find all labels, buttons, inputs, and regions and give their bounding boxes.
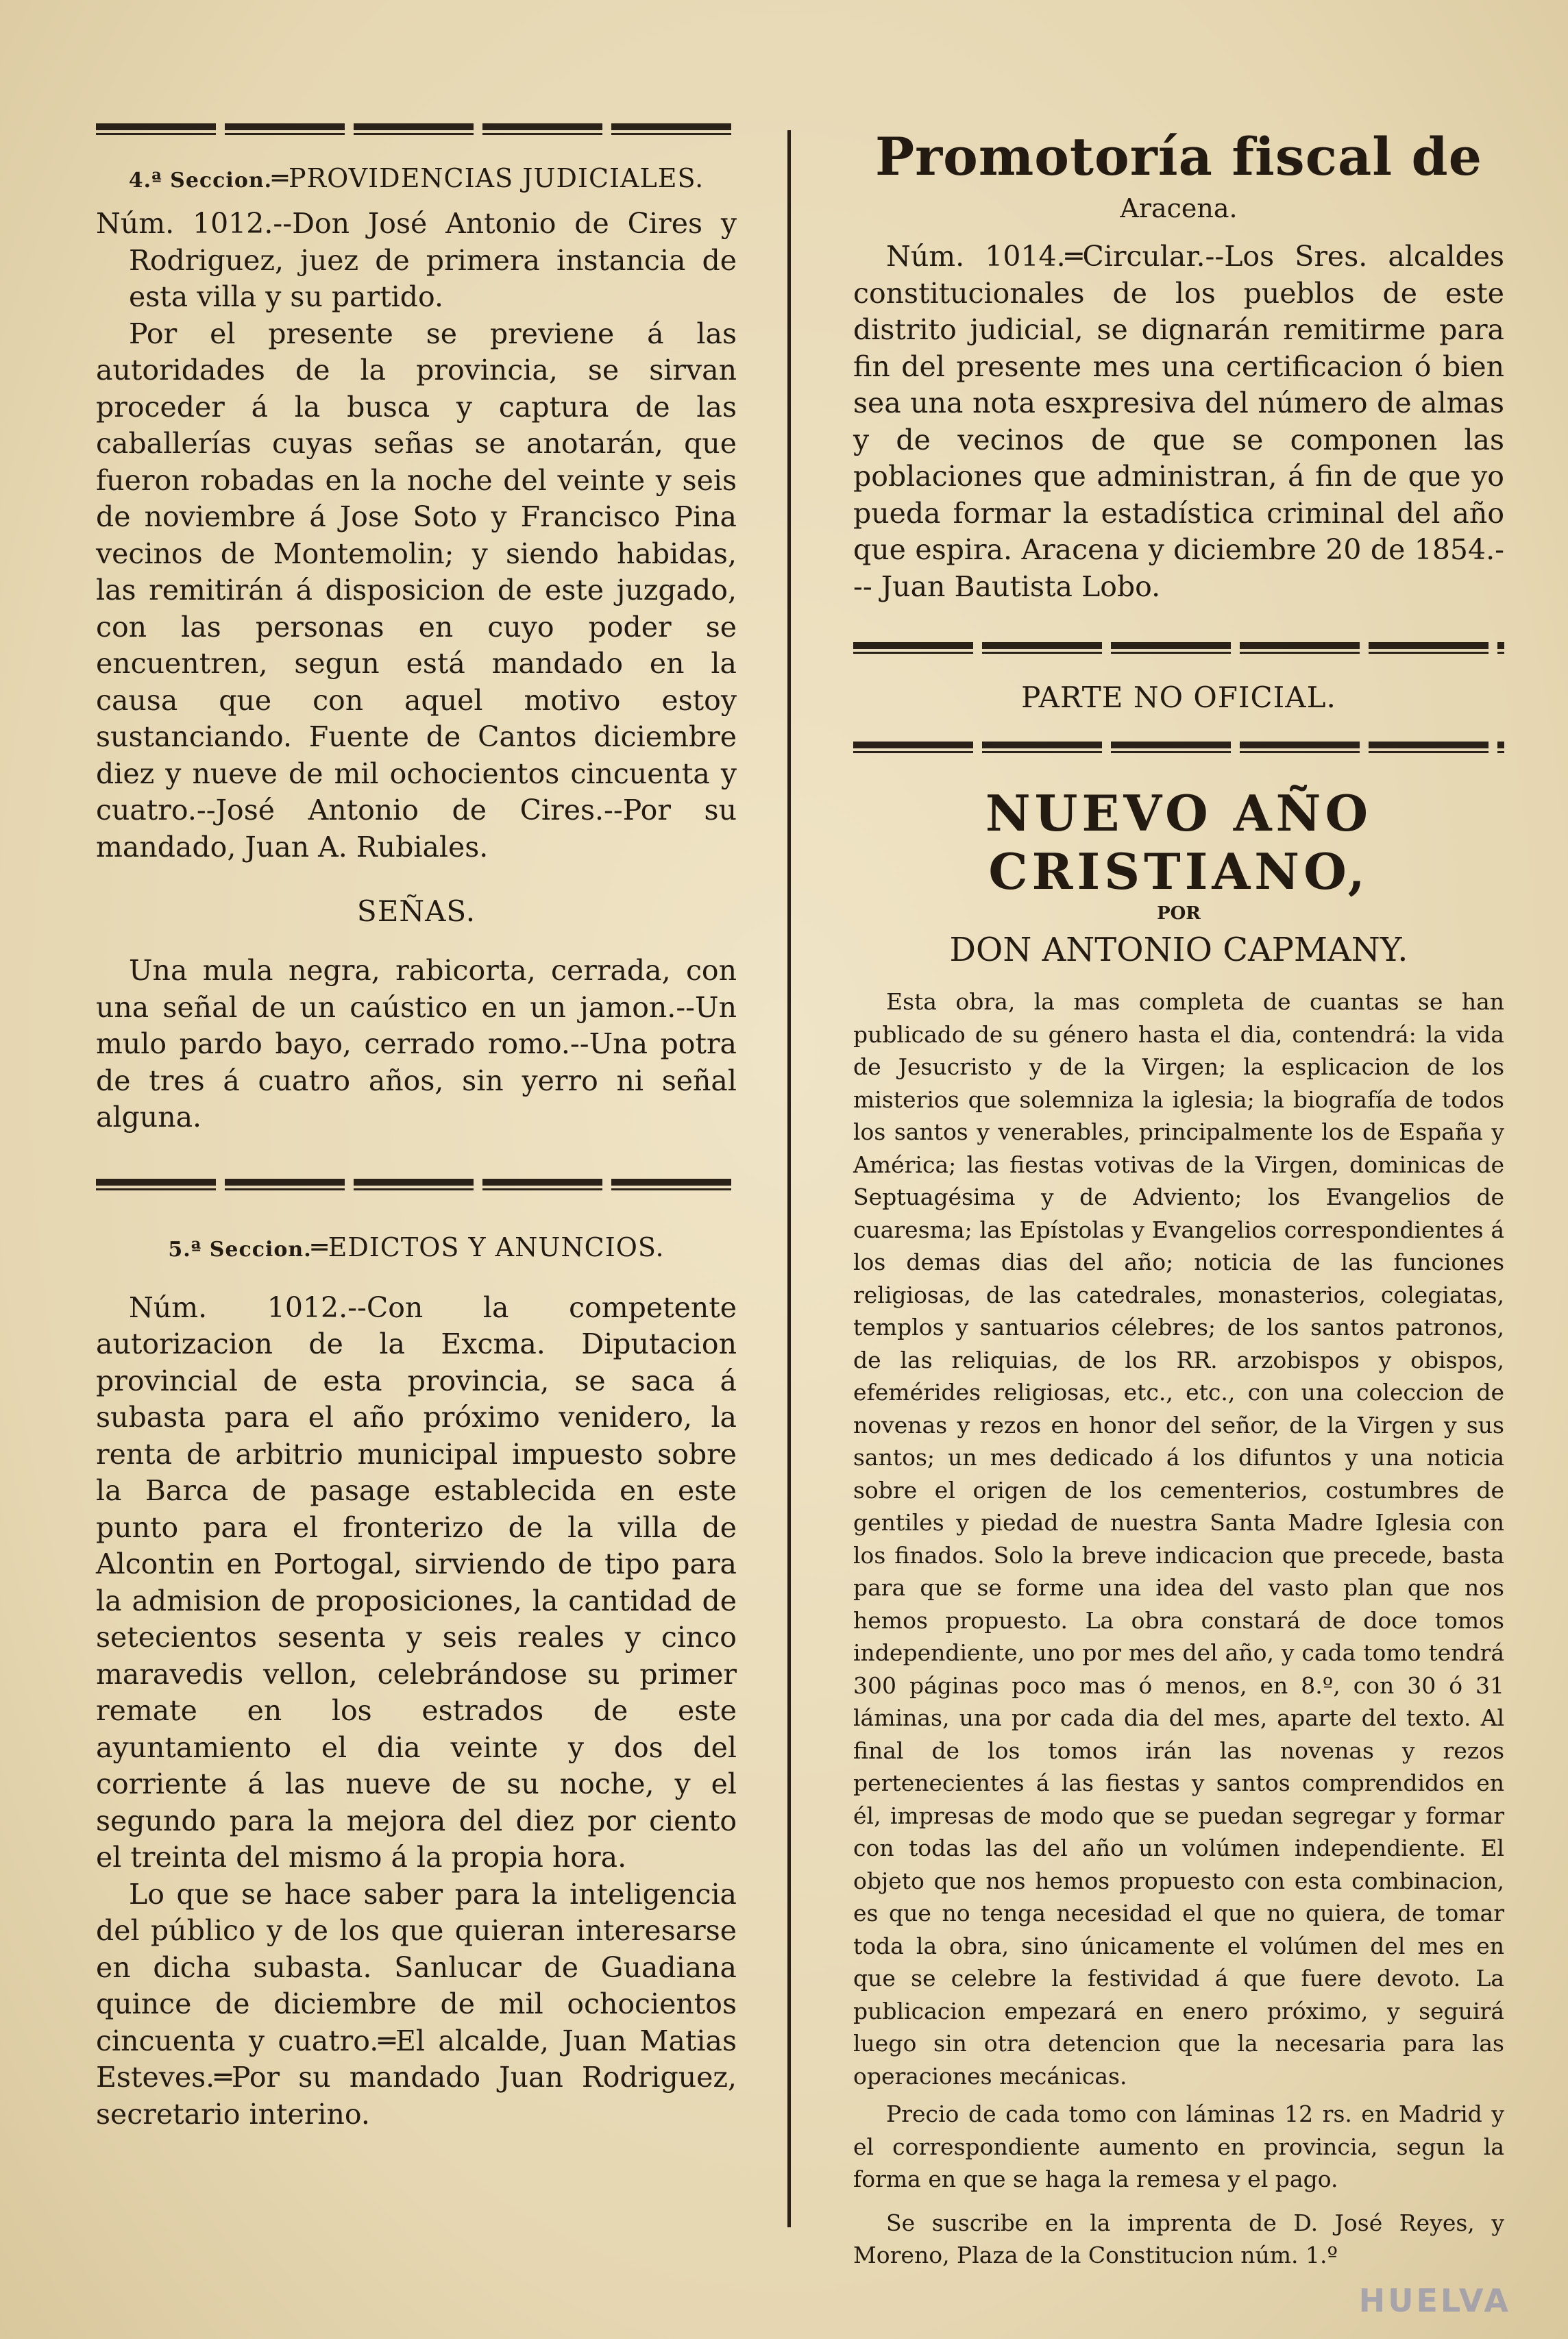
right-column — [853, 123, 1504, 2272]
section-5-prefix: 5.ª Seccion. — [168, 1237, 312, 1262]
section-4-title: ═PROVIDENCIAS JUDICIALES. — [272, 163, 705, 193]
column-divider — [787, 130, 791, 2227]
section-4-prefix: 4.ª Seccion. — [128, 169, 273, 193]
section-rule — [853, 642, 1504, 657]
section-rule — [853, 742, 1504, 757]
ad-subscription: Se suscribe en la imprenta de D. José Reyes, y Moreno, Plaza de la Constitucion núm. 1.º — [853, 2209, 1504, 2268]
section-5-title: ═EDICTOS Y ANUNCIOS. — [311, 1232, 665, 1262]
section-5-heading — [96, 1232, 737, 1262]
parte-no-oficial-heading: PARTE NO OFICIAL. — [1021, 681, 1336, 714]
promotoria-title: Promotoría fiscal de — [874, 126, 1483, 187]
author-name: DON ANTONIO CAPMANY. — [949, 931, 1408, 969]
section-rule — [96, 1179, 737, 1194]
archive-watermark: HUELVA — [1358, 2282, 1511, 2319]
notice-1012-body: Por el presente se previene á las autoridades de la provincia, se sirvan proceder á la busca y captura de las caballerías cuyas señas se anotarán, que fueron robadas en la noche del veinte y seis de noviembre á Jose Soto y Francisco Pina vecinos de Montemolin; y siendo habidas, las remitirán á disposicion de este juzgado, con las personas en cuyo poder se encuentren, segun está mandado en la causa que con aquel motivo estoy sustanciando. Fuente de Cantos diciembre diez y nueve de mil ochocientos cincuenta y cuatro.--José Antonio de Cires.--Por su mandado, Juan A. Rubiales. — [96, 317, 737, 864]
ad-price: Precio de cada tomo con láminas 12 rs. en Madrid y el correspondiente aumento en provincia, segun la forma en que se haga la remesa y el pago. — [853, 2101, 1504, 2192]
ad-description: Esta obra, la mas completa de cuantas se han publicado de su género hasta el dia, contendrá: la vida de Jesucristo y de la Virgen; la esplicacion de los misterios que solemniza la iglesia; la biografía de todos los santos y venerables, principalmente los de España y América; las fiestas votivas de la Virgen, dominicas de Septuagésima y de Adviento; los Evangelios de cuaresma; las Epístolas y Evangelios correspondientes á los demas dias del año; noticia de las funciones religiosas, de las catedrales, monasterios, colegiatas, templos y santuarios célebres; de los santos patronos, de las reliquias, de los RR. arzobispos y obispos, efemérides religiosas, etc., etc., con una coleccion de novenas y rezos en honor del señor, de la Virgen y sus santos; un mes dedicado á los difuntos y una noticia sobre el origen de los cementerios, costumbres de gentiles y piedad de nuestra Santa Madre Iglesia con los finados. Solo la breve indicacion que precede, basta para que se forme una idea del vasto plan que nos hemos propuesto. La obra constará de doce tomos independiente, uno por mes del año, y cada tomo tendrá 300 páginas poco mas ó menos, en 8.º, con 30 ó 31 láminas, una por cada dia del mes, aparte del texto. Al final de los tomos irán las novenas y rezos pertenecientes á las fiestas y santos comprendidos en él, impresas de modo que se puedan segregar y formar con todas las del año un volúmen independiente. El objeto que nos hemos propuesto con esta combinacion, es que no tenga necesidad el que no quiera, de tomar toda la obra, sino únicamente el volúmen del mes en que se celebre la festividad á que fuere devoto. La publicacion empezará en enero próximo, y seguirá luego sin otra detencion que la necesaria para las operaciones mecánicas. — [853, 988, 1504, 2090]
senas-heading: SEÑAS. — [356, 894, 476, 928]
senas-text: Una mula negra, rabicorta, cerrada, con una señal de un caústico en un jamon.--Un mulo pardo bayo, cerrado romo.--Una potra de tres á cuatro años, sin yerro ni señal alguna. — [96, 954, 737, 1134]
notice-1014-body: Núm. 1014.═Circular.--Los Sres. alcaldes constitucionales de los pueblos de este distrito judicial, se dignarán remitirme para fin del presente mes una certificacion ó bien sea una nota esxpresiva del número de almas y de vecinos de que se componen las poblaciones que administran, á fin de que yo pueda formar la estadística criminal del año que espira. Aracena y diciembre 20 de 1854.--- Juan Bautista Lobo. — [853, 240, 1504, 603]
notice-1012b-body: Núm. 1012.--Con la competente autorizacion de la Excma. Diputacion provincial de esta provincia, se saca á subasta para el año próximo venidero, la renta de arbitrio municipal impuesto sobre la Barca de pasage establecida en este punto para el fronterizo de la villa de Alcontin en Portogal, sirviendo de tipo para la admision de proposiciones, la cantidad de setecientos sesenta y seis reales y cinco maravedis vellon, celebrándose su primer remate en los estrados de este ayuntamiento el dia veinte y dos del corriente á las nueve de su noche, y el segundo para la mejora del diez por ciento el treinta del mismo á la propia hora. — [96, 1290, 737, 1874]
notice-1012-header: Núm. 1012.--Don José Antonio de Cires y Rodriguez, juez de primera instancia de esta villa y su partido. — [96, 207, 737, 313]
left-column — [96, 123, 737, 2133]
notice-1012b-closing: Lo que se hace saber para la inteligencia del público y de los que quieran interesarse en dicha subasta. Sanlucar de Guadiana quince de diciembre de mil ochocientos cincuenta y cuatro.═El alcalde, Juan Matias Esteves.═Por su mandado Juan Rodriguez, secretario interino. — [96, 1877, 737, 2131]
por-label: POR — [1157, 903, 1201, 924]
promotoria-subtitle: Aracena. — [1120, 193, 1238, 223]
book-title: NUEVO AÑO CRISTIANO, — [985, 784, 1373, 901]
section-4-heading — [96, 163, 737, 193]
section-rule — [96, 123, 737, 138]
